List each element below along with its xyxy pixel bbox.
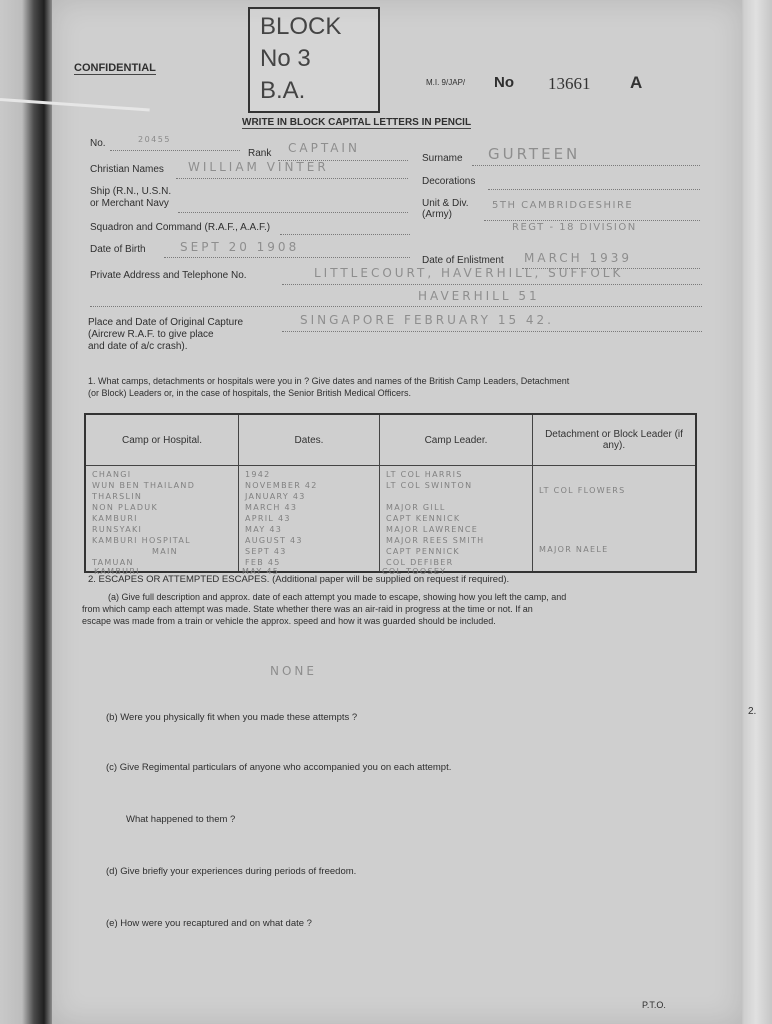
stamp-line-2: No 3 [260, 45, 311, 72]
dob-value: SEPT 20 1908 [180, 240, 300, 254]
form-suffix: A [630, 73, 643, 92]
dates-cell [239, 466, 380, 573]
decorations-label: Decorations [422, 176, 476, 187]
header-camp-leader: Camp Leader. [380, 414, 533, 466]
list-item: APRIL 43 [245, 514, 291, 523]
block-stamp [248, 7, 380, 113]
address-value-2: HAVERHILL 51 [418, 289, 540, 303]
list-item: CHANGI [92, 470, 132, 479]
squadron-label: Squadron and Command (R.A.F., A.A.F.) [90, 222, 271, 233]
camps-table [84, 413, 697, 573]
list-item: JANUARY 43 [245, 492, 306, 501]
header-camp: Camp or Hospital. [85, 414, 239, 466]
list-item: KAMBURI [92, 514, 138, 523]
date-overflow-1: MAY 45 [242, 567, 280, 576]
capture-label-3: and date of a/c crash). [88, 341, 188, 352]
list-item: FEB 45 [245, 558, 281, 567]
escape-answer: NONE [270, 664, 317, 678]
question-2a-line-2: from which camp each attempt was made. State whether there was an air-raid in progress at the time or not. If an [82, 604, 533, 614]
address-value-1: LITTLECOURT, HAVERHILL, SUFFOLK [314, 266, 624, 280]
number-label: No [494, 74, 514, 91]
list-item: MAJOR LAWRENCE [386, 525, 479, 534]
enlistment-value: MARCH 1939 [524, 251, 633, 265]
list-item: KAMBURI HOSPITAL [92, 536, 191, 545]
capture-label-2: (Aircrew R.A.F. to give place [88, 329, 214, 340]
address-label: Private Address and Telephone No. [90, 270, 247, 281]
no-label: No. [90, 138, 106, 149]
reference-code: M.I. 9/JAP/ [426, 78, 466, 87]
list-item: LT COL SWINTON [386, 481, 473, 490]
no-value: 20455 [138, 135, 171, 144]
stamp-line-3: B.A. [260, 77, 306, 104]
form-number: 13661 [548, 74, 591, 93]
question-2b: (b) Were you physically fit when you made these attempts ? [106, 712, 358, 723]
list-item: COL DEFIBER [386, 558, 454, 567]
list-item: LT COL FLOWERS [539, 486, 626, 495]
list-item: 1942 [245, 470, 271, 479]
unit-label-1: Unit & Div. [422, 198, 469, 209]
list-item: MAIN [152, 547, 178, 556]
instruction-heading: WRITE IN BLOCK CAPITAL LETTERS IN PENCIL [242, 117, 472, 128]
table-body-row [85, 466, 696, 573]
rank-label: Rank [248, 148, 272, 159]
header-dates: Dates. [239, 414, 380, 466]
unit-value-1: 5TH CAMBRIDGESHIRE [492, 200, 634, 211]
christian-names-label: Christian Names [90, 164, 164, 175]
questionnaire-page [52, 0, 742, 1024]
list-item: LT COL HARRIS [386, 470, 463, 479]
list-item: MARCH 43 [245, 503, 298, 512]
question-1-line-2: (or Block) Leaders or, in the case of hospitals, the Senior British Medical Officers. [88, 388, 411, 398]
list-item: RUNSYAKI [92, 525, 143, 534]
stamp-line-1: BLOCK [260, 13, 342, 40]
table-header-row [85, 414, 696, 466]
list-item: NOVEMBER 42 [245, 481, 318, 490]
list-item: AUGUST 43 [245, 536, 303, 545]
detachment-cell [533, 466, 697, 573]
enlistment-label: Date of Enlistment [422, 255, 504, 266]
surname-value: GURTEEN [488, 145, 581, 163]
question-2a-line-1: (a) Give full description and approx. date of each attempt you made to escape, showing how you left the camp, and [108, 592, 567, 602]
unit-value-2: REGT - 18 DIVISION [512, 222, 637, 233]
header-detachment: Detachment or Block Leader (if any). [533, 414, 697, 466]
pto-label: P.T.O. [642, 1000, 666, 1010]
rank-value: CAPTAIN [288, 141, 360, 155]
question-1-line-1: 1. What camps, detachments or hospitals were you in ? Give dates and names of the British Camp Leaders, Detachment [88, 376, 570, 386]
list-item: MAJOR NAELE [539, 545, 609, 554]
list-item: NON PLADUK [92, 503, 159, 512]
confidential-label: CONFIDENTIAL [74, 62, 156, 74]
unit-label-2: (Army) [422, 209, 452, 220]
leaders-cell [380, 466, 533, 573]
list-item: SEPT 43 [245, 547, 287, 556]
surname-label: Surname [422, 153, 463, 164]
binder-spine [0, 0, 60, 1024]
capture-label-1: Place and Date of Original Capture [88, 317, 244, 328]
christian-names-value: WILLIAM VINTER [188, 160, 329, 174]
list-item: MAJOR GILL [386, 503, 446, 512]
list-item: TAMUAN [92, 558, 134, 567]
list-item: CAPT PENNICK [386, 547, 460, 556]
list-item: CAPT KENNICK [386, 514, 461, 523]
question-2c: (c) Give Regimental particulars of anyone who accompanied you on each attempt. [106, 762, 452, 773]
list-item: WUN BEN THAILAND [92, 481, 196, 490]
margin-mark: 2. [748, 706, 757, 717]
list-item: THARSLIN [92, 492, 143, 501]
question-2d: (d) Give briefly your experiences during periods of freedom. [106, 866, 357, 877]
ship-label-1: Ship (R.N., U.S.N. [90, 186, 172, 197]
question-2e: (e) How were you recaptured and on what date ? [106, 918, 312, 929]
capture-value: SINGAPORE FEBRUARY 15 42. [300, 313, 554, 327]
dob-label: Date of Birth [90, 244, 146, 255]
leader-overflow-1: COL TOOSEY [382, 567, 447, 576]
camp-overflow-1: KAMBURI [94, 567, 140, 576]
list-item: MAJOR REES SMITH [386, 536, 485, 545]
question-2c-followup: What happened to them ? [126, 814, 236, 825]
question-2-title: 2. ESCAPES OR ATTEMPTED ESCAPES. (Additional paper will be supplied on request if required). [88, 574, 510, 585]
ship-label-2: or Merchant Navy [90, 198, 169, 209]
list-item: MAY 43 [245, 525, 283, 534]
question-2a-line-3: escape was made from a train or vehicle the approx. speed and how it was guarded should be included. [82, 616, 496, 626]
camps-cell [85, 466, 239, 573]
